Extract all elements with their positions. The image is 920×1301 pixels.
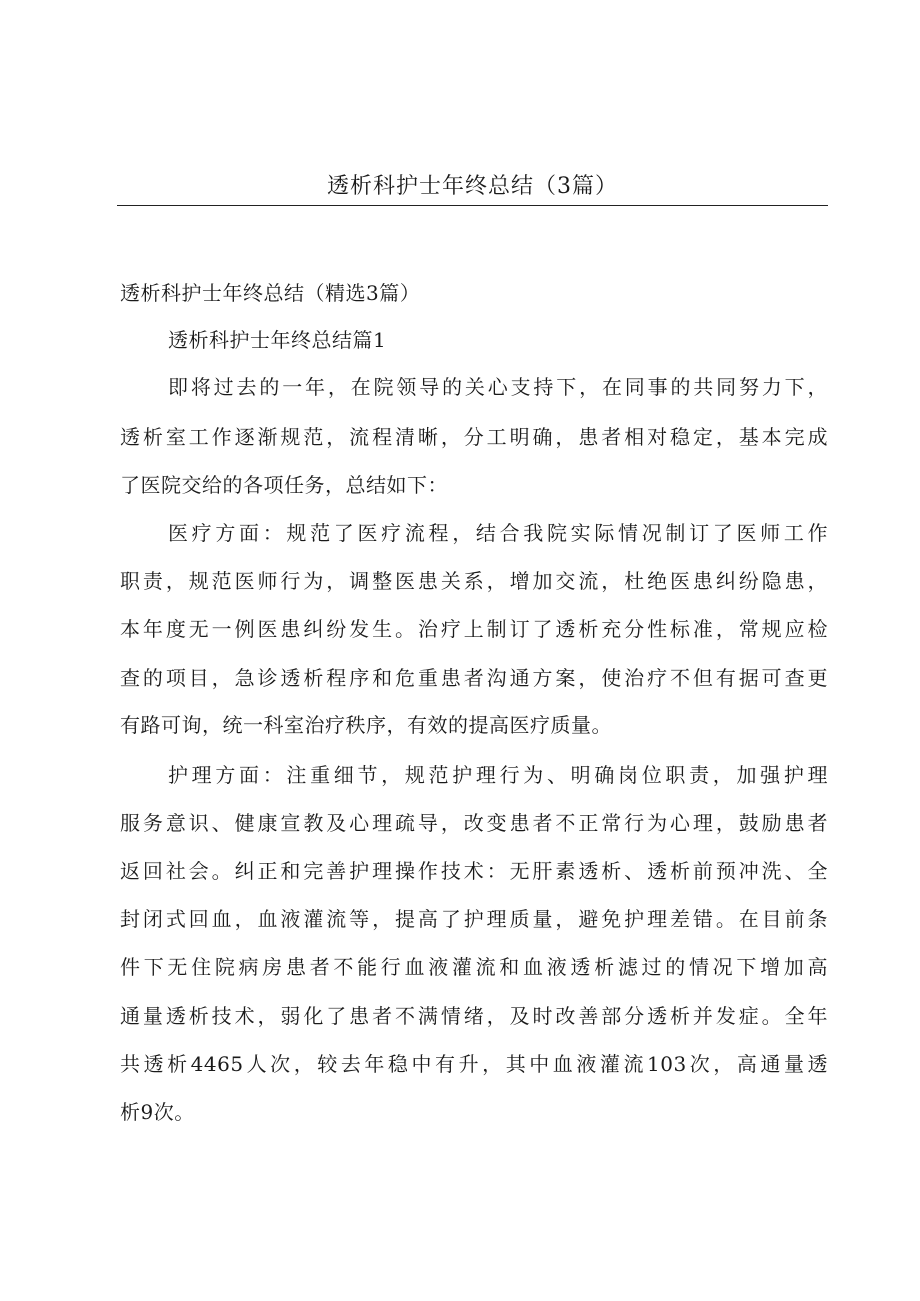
paragraph-line: 查的项目，急诊透析程序和危重患者沟通方案，使治疗不但有据可查更: [120, 666, 828, 690]
paragraph-line: 护理方面：注重细节，规范护理行为、明确岗位职责，加强护理: [168, 763, 828, 787]
paragraph-line: 析9次。: [120, 1100, 195, 1124]
paragraph-line: 有路可询，统一科室治疗秩序，有效的提高医疗质量。: [120, 713, 612, 737]
paragraph-line: 透析室工作逐渐规范，流程清晰，分工明确，患者相对稳定，基本完成: [120, 425, 828, 449]
paragraph-line: 即将过去的一年，在院领导的关心支持下，在同事的共同努力下，: [168, 375, 828, 399]
paragraph-line: 了医院交给的各项任务，总结如下：: [120, 473, 448, 497]
paragraph-line: 件下无住院病房患者不能行血液灌流和血液透析滤过的情况下增加高: [120, 955, 828, 979]
paragraph-line: 共透析4465人次，较去年稳中有升，其中血液灌流103次，高通量透: [120, 1052, 828, 1076]
paragraph-line: 职责，规范医师行为，调整医患关系，增加交流，杜绝医患纠纷隐患，: [120, 569, 828, 593]
document-subtitle: 透析科护士年终总结（精选3篇）: [120, 281, 421, 305]
paragraph-line: 医疗方面：规范了医疗流程，结合我院实际情况制订了医师工作: [168, 521, 828, 545]
document-title: 透析科护士年终总结（3篇）: [327, 174, 618, 199]
paragraph-line: 通量透析技术，弱化了患者不满情绪，及时改善部分透析并发症。全年: [120, 1004, 828, 1028]
paragraph-line: 本年度无一例医患纠纷发生。治疗上制订了透析充分性标准，常规应检: [120, 617, 828, 641]
paragraph-line: 返回社会。纠正和完善护理操作技术：无肝素透析、透析前预冲洗、全: [120, 859, 828, 883]
title-underline: [117, 205, 828, 206]
section-heading: 透析科护士年终总结篇1: [168, 328, 387, 352]
paragraph-line: 封闭式回血，血液灌流等，提高了护理质量，避免护理差错。在目前条: [120, 907, 828, 931]
paragraph-line: 服务意识、健康宣教及心理疏导，改变患者不正常行为心理，鼓励患者: [120, 811, 828, 835]
